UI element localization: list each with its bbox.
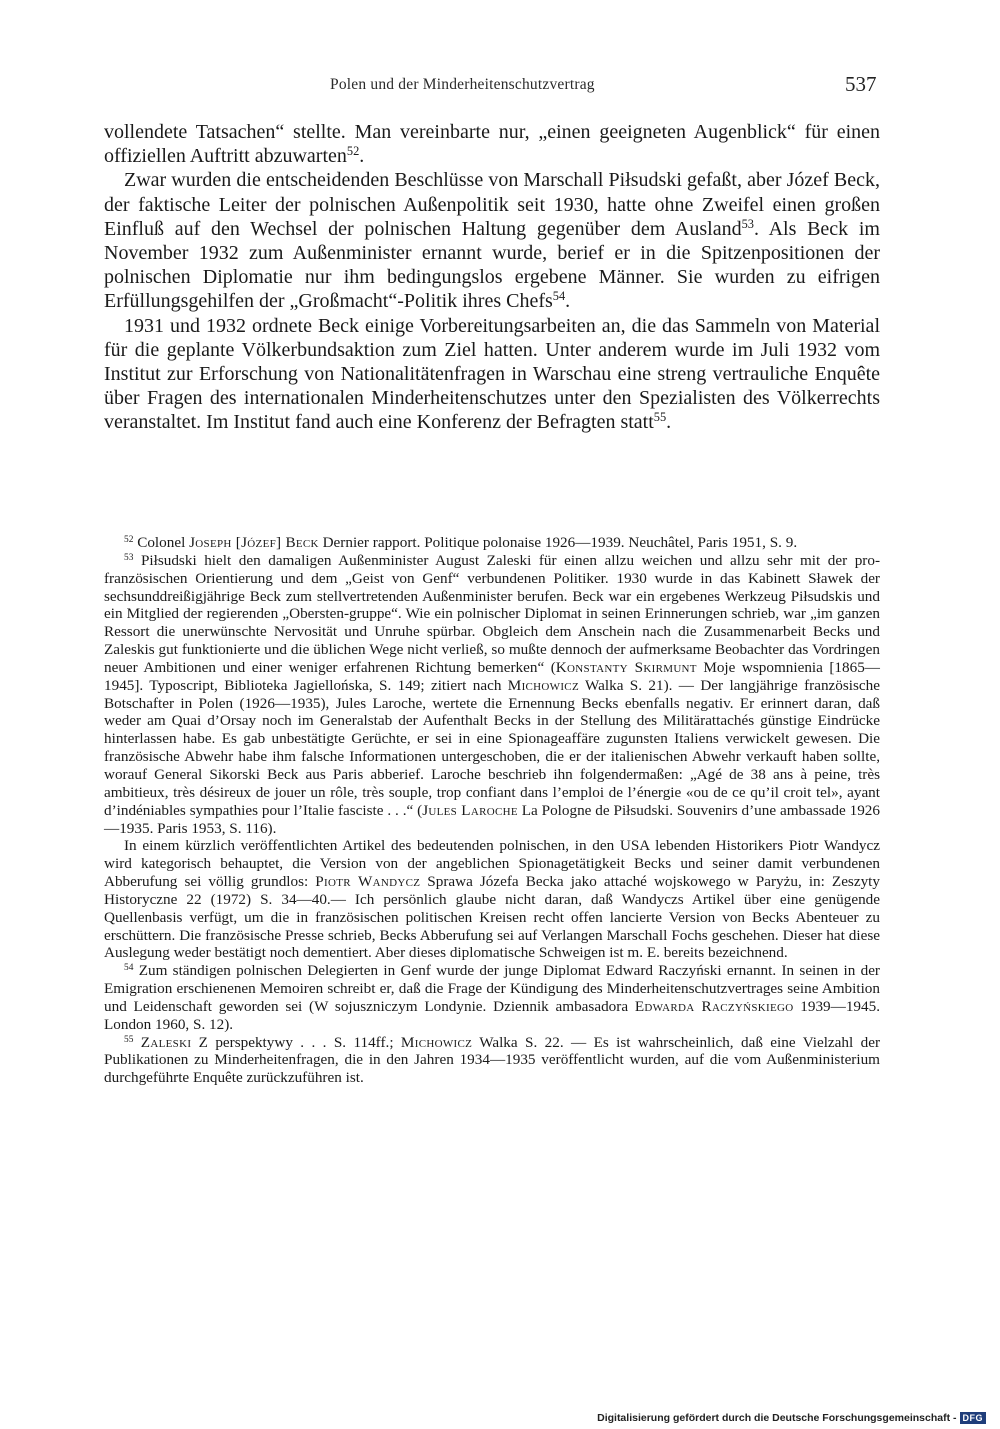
footnote-text: Moje wspomnienia [1865—1945]. Typoscript, Biblioteka Jagiellońska, S. 149; zitiert nach [104,658,880,694]
footnote-text: Walka S. 22. — Es ist wahrscheinlich, daß eine Vielzahl der Publikationen zu Minderheitenfragen, die in den Jahren 1934—1935 veröffentlicht wurden, auf die vom Außenministerium durchgeführte Enquête zurückzuführen ist. [104,1033,881,1087]
running-header [0,74,1000,100]
footnote-text: La Pologne de Piłsudski. Souvenirs d’une ambassade 1926—1935. Paris 1953, S. 116). [104,801,880,837]
author-name: Piotr Wandycz [315,873,421,891]
footnote-54 [104,962,880,1033]
main-text [104,120,880,435]
footnote-number: 52 [124,534,134,545]
footnote-53-continued [104,837,880,962]
footnote-ref-52: 52 [346,144,360,159]
footnote-ref-55: 55 [653,410,667,425]
author-name: Konstanty Skirmunt [555,658,697,676]
funding-note [597,1412,986,1424]
funding-text: Digitalisierung gefördert durch die Deutsche Forschungsgemeinschaft - [597,1412,957,1424]
footnote-text: Zum ständigen polnischen Delegierten in Genf wurde der junge Diplomat Edward Raczyński ernannt. In seinen in der Emigration erschienenen Memoiren schreibt er, daß die Frage der Kündigung des Minderheitenschutzvertrages seine Ambition und Leidenschaft geworden sei (W sojuszniczym Londynie. Dziennik ambasadora [104,962,880,1015]
footnote-number: 53 [124,552,134,563]
p3-text-a: 1931 und 1932 ordnete Beck einige Vorbereitungsarbeiten an, die das Sammeln von Material für die geplante Völkerbundsaktion zum Ziel hatten. Unter anderem wurde im Juli 1932 vom Institut zur Erforschung von Nationalitätenfragen in Warschau eine streng vertrauliche Enquête über Fragen des internationalen Minderheitenschutzes unter den Spezialisten des Völkerrechts veranstaltet. Im Institut fand auch eine Konferenz der Befragten statt [104,314,880,434]
footnotes [104,534,880,1087]
footnote-ref-53: 53 [741,217,754,231]
author-name: Jules Laroche [422,801,518,819]
author-name: Zaleski [140,1033,192,1051]
page-number: 537 [845,72,877,96]
paragraph-3 [104,314,880,435]
paragraph-2 [104,168,880,313]
footnote-text: Sprawa Józefa Becka jako attaché wojskowego w Paryżu, in: Zeszyty Historyczne 22 (1972) S. 34—40.— Ich persönlich glaube nicht daran, daß Wandyczs Artikel über eine genügende Quellenbasis verfügt, um die in französischen politischen Kreisen recht offen lancierte Version von Becks Abenteuer zu erschüttern. Die französische Presse schrieb, Becks Abberufung sei auf Verlangen Marschall Fochs geschehen. Dieser hat diese Auslegung weder bestätigt noch dementiert. Aber dieses diplomatische Schweigen ist m. E. bereits bezeichnend. [104,873,880,962]
footnote-number: 55 [124,1034,134,1045]
p1-text-b: . [359,145,365,168]
footnote-text: In einem kürzlich veröffentlichten Artikel des bedeutenden polnischen, in den USA lebenden Historikers Piotr Wandycz wird kategorisch behauptet, die Version von der angeblichen Spionagetätigkeit Becks und seiner damit verbundenen Abberufung sei völlig grundlos: [104,837,880,891]
footnote-text: Z perspektywy . . . S. 114ff.; [191,1033,401,1051]
dfg-logo-icon: DFG [960,1412,987,1424]
author-name: Edwarda Raczyńskiego [634,997,794,1015]
p2-text-c: . [565,290,571,313]
footnote-55 [104,1034,880,1088]
author-name: Michowicz [507,676,579,694]
footnote-text: Colonel [133,534,190,551]
footnote-number: 54 [124,963,134,974]
p3-text-b: . [666,411,672,434]
footnote-52 [104,534,880,552]
footnote-53 [104,552,880,838]
p2-text-a: Zwar wurden die entscheidenden Beschlüsse von Marschall Piłsudski gefaßt, aber Józef Beck, der faktische Leiter der polnischen Außenpolitik seit 1930, hatte ohne Zweifel einen großen Einfluß auf den Wechsel der polnischen Haltung gegenüber dem Ausland [104,169,880,240]
footnote-ref-54: 54 [552,289,566,304]
footnote-text: Walka S. 21). — Der langjährige französische Botschafter in Polen (1926—1935), Jules Laroche, wertete die Ernennung Becks ebenfalls negativ. Er erinnert daran, daß weder am Quai d’Orsay noch im Generalstab der Aufenthalt Becks in der Stellung des Militärattachés günstige Eindrücke hinterlassen habe. Es gab unbestätigte Gerüchte, er sei in eine Spionageaffäre zugunsten Italiens verwickelt gewesen. Die französische Abwehr habe ihm falsche Informationen untergeschoben, die er der italienischen Abwehr verkauft haben sollte, worauf General Sikorski Beck aus Paris abberief. Laroche beschrieb ihn folgendermaßen: „Agé de 38 ans à peine, très ambitieux, très désireux de jouer un rôle, très souple, trop confiant dans l’emploi de l’énergie «ou de ce qu’il croit tel», ayant d’indéniables sympathies pour l’Italie fasciste . . .“ ( [104,676,881,819]
paragraph-1 [104,120,880,168]
p2-text-b: . Als Beck im November 1932 zum Außenminister ernannt wurde, berief er in die Spitzenpositionen der polnischen Diplomatie nur ihm bedingungslos ergebene Männer. Sie wurden zu eifrigen Erfüllungsgehilfen der „Großmacht“-Politik ihres Chefs [104,217,880,313]
footnote-text: Dernier rapport. Politique polonaise 1926—1939. Neuchâtel, Paris 1951, S. 9. [318,534,798,551]
p1-text-a: vollendete Tatsachen“ stellte. Man vereinbarte nur, „einen geeigneten Augenblick“ für einen offiziellen Auftritt abzuwarten [104,121,880,168]
footnote-text: Piłsudski hielt den damaligen Außenminister August Zaleski für einen allzu weichen und allzu sehr mit der pro-französischen Orientierung und dem „Geist von Genf“ verbundenen Politiker. 1930 wurde in das Kabinett Sławek der sechsunddreißigjährige Beck zum stellvertretenden Außenminister berufen. Beck war ein ergebenes Werkzeug Piłsudskis und ein Mitglied der regierenden „Obersten-gruppe“. Wie ein polnischer Diplomat in seinen Erinnerungen schrieb, war „im ganzen Ressort die unerwünschte Nervosität und Unruhe spürbar. Obgleich dem Anschein nach die Zusammenarbeit Becks und Zaleskis gut funktionierte und die üblichen Wege nicht verließ, so mußte dennoch der aufmerksame Beobachter das Vordringen neuer Ambitionen und einer weniger erfahrenen Richtung bemerken“ ( [104,551,880,676]
running-title: Polen und der Minderheitenschutzvertrag [330,76,595,93]
author-name: Michowicz [400,1033,473,1051]
footnote-text: 1939—1945. London 1960, S. 12). [104,997,881,1033]
author-name: Joseph [Józef] Beck [189,534,319,551]
